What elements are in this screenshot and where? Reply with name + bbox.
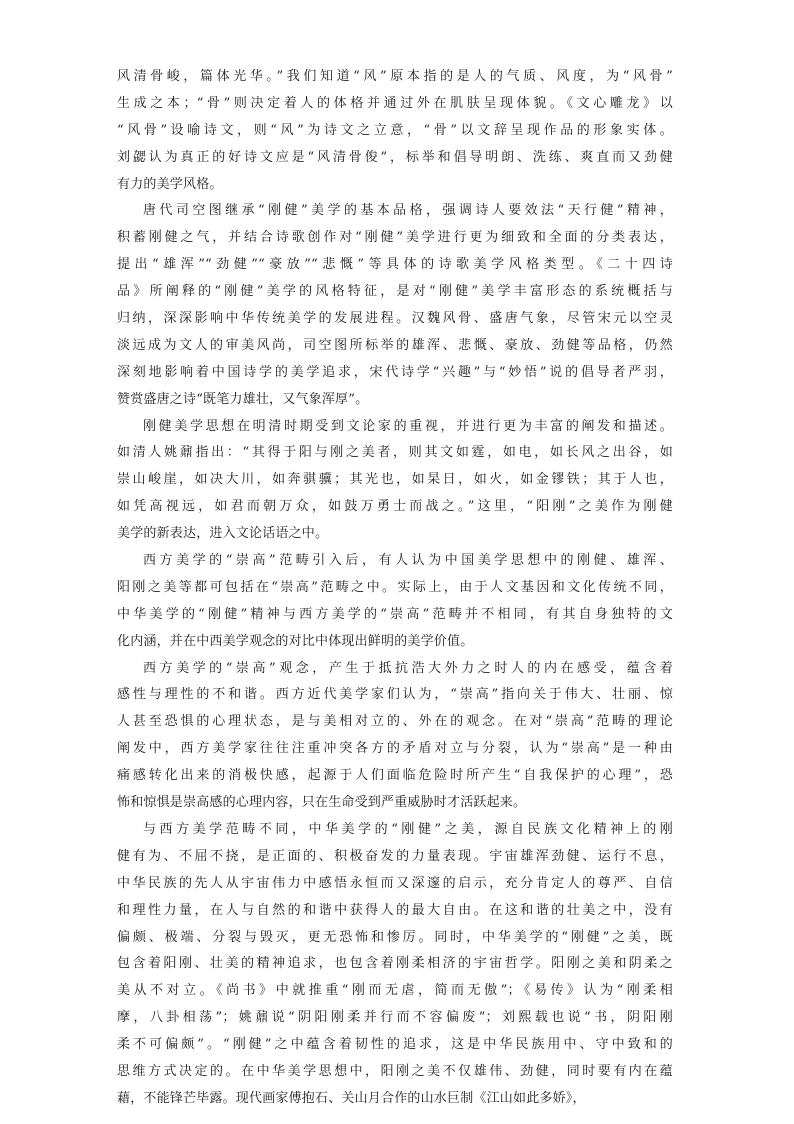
text-line: 刚健美学思想在明清时期受到文论家的重视，并进行更为丰富的阐发和描述。 [143,418,673,434]
text-line: 唐代司空图继承“刚健”美学的基本品格，强调诗人要效法“天行健”精神， [143,203,673,219]
text-line: “风骨”设喻诗文，则“风”为诗文之立意，“骨”以文辞呈现作品的形象实体。 [117,122,673,138]
text-line: 品》所阐释的“刚健”美学的风格特征，是对“刚健”美学丰富形态的系统概括与 [117,284,673,300]
text-line: 人甚至恐惧的心理状态，是与美相对立的、外在的观念。在对“崇高”范畴的理论 [117,714,673,730]
paragraph [117,817,673,1113]
text-line: 怖和惊惧是崇高感的心理内容，只在生命受到严重威胁时才活跃起来。 [117,795,527,811]
text-line: 西方美学的“崇高”范畴引入后，有人认为中国美学思想中的刚健、雄浑、 [143,553,673,569]
document-page [117,64,673,1113]
text-line: 如凭高视远，如君而朝万众，如鼓万勇士而战之。”这里，“阳刚”之美作为刚健 [117,499,673,515]
text-line: 痛感转化出来的消极快感，起源于人们面临危险时所产生“自我保护的心理”，恐 [117,768,673,784]
text-line: 刘勰认为真正的好诗文应是“风清骨俊”，标举和倡导明朗、洗练、爽直而又劲健 [117,149,673,165]
text-line: 美学的新表达，进入文论话语之中。 [117,526,329,542]
text-line: 化内涵，并在中西美学观念的对比中体现出鲜明的美学价值。 [117,633,474,649]
text-line: 淡远成为文人的审美风尚，司空图所标举的雄浑、悲慨、豪放、劲健等品格，仍然 [117,337,673,353]
text-line: 赞赏盛唐之诗“既笔力雄壮，又气象浑厚”。 [117,391,369,407]
text-line: 包含着阳刚、壮美的精神追求，也包含着刚柔相济的宇宙哲学。阳刚之美和阴柔之 [117,956,673,972]
text-line: 与西方美学范畴不同，中华美学的“刚健”之美，源自民族文化精神上的刚 [143,821,673,837]
text-line: 崇山峻崖，如决大川，如奔骐骥；其光也，如杲日，如火，如金镠铁；其于人也， [117,472,673,488]
text-line: 中华民族的先人从宇宙伟力中感悟永恒而又深邃的启示，充分肯定人的尊严、自信 [117,875,673,891]
text-line: 中华美学的“刚健”精神与西方美学的“崇高”范畴并不相同，有其自身独特的文 [117,606,673,622]
text-line: 健有为、不屈不挠，是正面的、积极奋发的力量表现。宇宙雄浑劲健、运行不息， [117,848,673,864]
paragraph [117,548,673,656]
text-line: 有力的美学风格。 [117,176,223,192]
text-line: 偏颇、极端、分裂与毁灭，更无恐怖和惨厉。同时，中华美学的“刚健”之美，既 [117,929,673,945]
paragraph [117,656,673,817]
text-line: 归纳，深深影响中华传统美学的发展进程。汉魏风骨、盛唐气象，尽管宋元以空灵 [117,311,673,327]
text-line: 阳刚之美等都可包括在“崇高”范畴之中。实际上，由于人文基因和文化传统不同， [117,579,673,595]
text-line: 提出“雄浑”“劲健”“豪放”“悲慨”等具体的诗歌美学风格类型。《二十四诗 [117,257,673,273]
text-line: 藉，不能锋芒毕露。现代画家傅抱石、关山月合作的山水巨制《江山如此多娇》， [117,1090,586,1106]
text-line: 积蓄刚健之气，并结合诗歌创作对“刚健”美学进行更为细致和全面的分类表达， [117,230,673,246]
text-line: 如清人姚鼐指出：“其得于阳与刚之美者，则其文如霆，如电，如长风之出谷，如 [117,445,673,461]
paragraph [117,64,673,198]
text-line: 柔不可偏颇”。“刚健”之中蕴含着韧性的追求，这是中华民族用中、守中致和的 [117,1037,673,1053]
text-line: 思维方式决定的。在中华美学思想中，阳刚之美不仅雄伟、劲健，同时要有内在蕴 [117,1063,673,1079]
text-line: 摩，八卦相荡”；姚鼐说“阴阳刚柔并行而不容偏废”；刘熙载也说“书，阴阳刚 [117,1010,673,1026]
text-line: 生成之本；“骨”则决定着人的体格并通过外在肌肤呈现体貌。《文心雕龙》以 [117,95,673,111]
text-line: 深刻地影响着中国诗学的美学追求，宋代诗学“兴趣”与“妙悟”说的倡导者严羽， [117,364,673,380]
paragraph [117,198,673,413]
text-line: 感性与理性的不和谐。西方近代美学家们认为，“崇高”指向关于伟大、壮丽、惊 [117,687,673,703]
text-line: 和理性力量，在人与自然的和谐中获得人的最大自由。在这和谐的壮美之中，没有 [117,902,673,918]
text-line: 美从不对立。《尚书》中就推重“刚而无虐，简而无傲”；《易传》认为“刚柔相 [117,983,673,999]
text-line: 西方美学的“崇高”观念，产生于抵抗浩大外力之时人的内在感受，蕴含着 [143,660,673,676]
text-line: 阐发中，西方美学家往往注重冲突各方的矛盾对立与分裂，认为“崇高”是一种由 [117,741,673,757]
text-line: 风清骨峻，篇体光华。”我们知道“风”原本指的是人的气质、风度，为“风骨” [117,69,673,84]
paragraph [117,414,673,548]
